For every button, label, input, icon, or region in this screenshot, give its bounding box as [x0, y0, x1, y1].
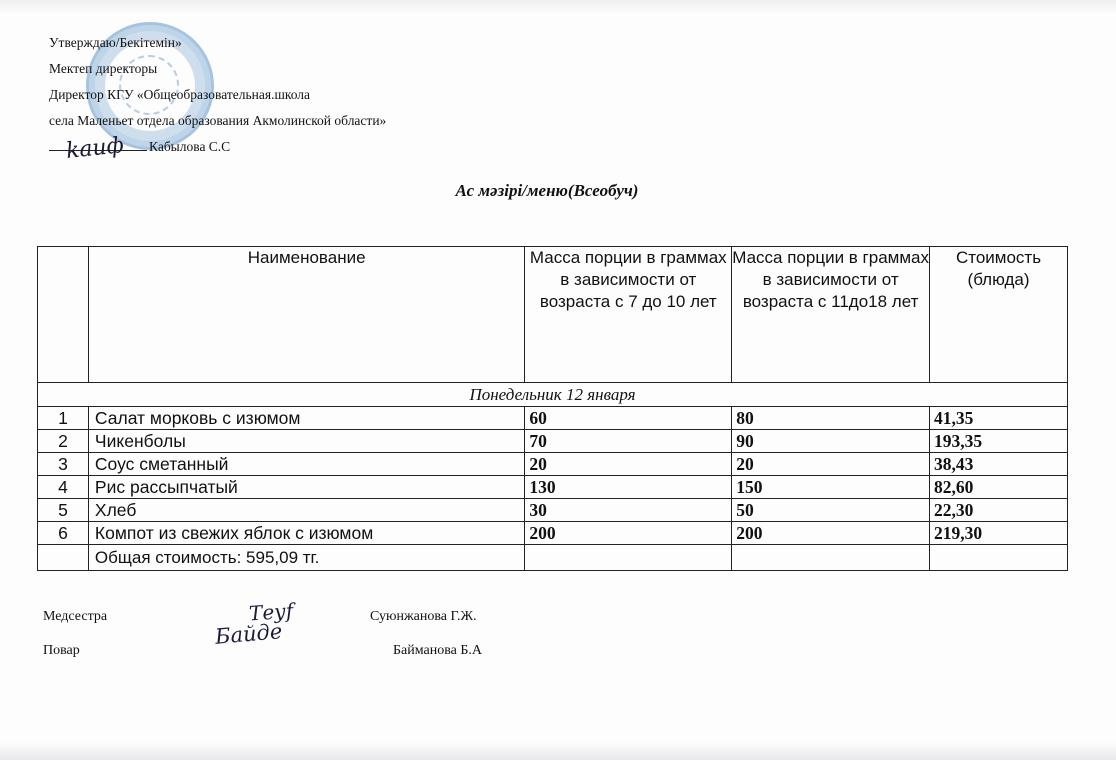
- total-empty-cell: [732, 545, 930, 571]
- row-num: 3: [38, 453, 89, 476]
- table-row: [38, 476, 1068, 499]
- approval-signatory: Кабылова С.С: [149, 139, 231, 154]
- total-empty-cell: [525, 545, 732, 571]
- nurse-name: Суюнжанова Г.Ж.: [370, 609, 477, 624]
- table-header-row: [38, 247, 1068, 383]
- row-mass-7-10: 60: [525, 407, 732, 430]
- row-mass-7-10: 20: [525, 453, 732, 476]
- row-mass-11-18: 90: [732, 430, 930, 453]
- table-row: [38, 430, 1068, 453]
- row-name: Соус сметанный: [88, 453, 524, 476]
- table-row: [38, 407, 1068, 430]
- document-title-text: Ас мәзірі/меню(Всеобуч): [455, 181, 639, 200]
- row-name: Салат морковь с изюмом: [88, 407, 524, 430]
- row-mass-11-18: 20: [732, 453, 930, 476]
- total-row: [38, 545, 1068, 571]
- row-name: Чикенболы: [88, 430, 524, 453]
- cook-signature: Байде: [214, 619, 284, 649]
- row-num: 6: [38, 522, 89, 545]
- row-mass-7-10: 200: [525, 522, 732, 545]
- approval-line-1: Утверждаю/Бекітемін»: [49, 35, 182, 50]
- approval-line-3: Директор КГУ «Общеобразовательная.школа: [49, 87, 311, 102]
- cook-name: Байманова Б.А: [393, 643, 483, 658]
- row-mass-11-18: 80: [732, 407, 930, 430]
- row-cost: 82,60: [930, 476, 1068, 499]
- row-name: Компот из свежих яблок с изюмом: [88, 522, 524, 545]
- row-cost: 38,43: [930, 453, 1068, 476]
- nurse-label: Медсестра: [43, 609, 108, 624]
- row-mass-7-10: 70: [525, 430, 732, 453]
- row-cost: 219,30: [930, 522, 1068, 545]
- row-num: 5: [38, 499, 89, 522]
- header-name: Наименование: [88, 247, 524, 383]
- row-cost: 22,30: [930, 499, 1068, 522]
- row-cost: 41,35: [930, 407, 1068, 430]
- document-title: [0, 181, 1116, 201]
- total-cost-label: Общая стоимость: 595,09 тг.: [88, 545, 524, 571]
- approval-line-2: Мектеп директоры: [49, 61, 158, 76]
- row-mass-11-18: 150: [732, 476, 930, 499]
- approval-line-4: села Маленьет отдела образования Акмолинской области»: [49, 113, 387, 128]
- header-num: [38, 247, 89, 383]
- total-num-cell: [38, 545, 89, 571]
- row-mass-11-18: 200: [732, 522, 930, 545]
- row-num: 2: [38, 430, 89, 453]
- row-cost: 193,35: [930, 430, 1068, 453]
- row-num: 1: [38, 407, 89, 430]
- scan-edge-top: [0, 0, 1116, 14]
- row-mass-11-18: 50: [732, 499, 930, 522]
- scan-edge-bottom: [0, 742, 1116, 760]
- total-empty-cell: [930, 545, 1068, 571]
- row-num: 4: [38, 476, 89, 499]
- nurse-signature: Тeуf: [248, 598, 294, 626]
- menu-table: [37, 246, 1068, 571]
- row-mass-7-10: 130: [525, 476, 732, 499]
- day-label: Понедельник 12 января: [38, 383, 1068, 407]
- header-mass-11-18: Масса порции в граммах в зависимости от возраста с 11до18 лет: [732, 247, 930, 383]
- day-row: [38, 383, 1068, 407]
- row-mass-7-10: 30: [525, 499, 732, 522]
- table-row: [38, 499, 1068, 522]
- table-row: [38, 522, 1068, 545]
- row-name: Рис рассыпчатый: [88, 476, 524, 499]
- row-name: Хлеб: [88, 499, 524, 522]
- cook-label: Повар: [43, 643, 80, 658]
- table-row: [38, 453, 1068, 476]
- header-mass-7-10: Масса порции в граммах в зависимости от возраста с 7 до 10 лет: [525, 247, 732, 383]
- director-signature: kaиф: [64, 133, 125, 164]
- header-cost: Стоимость (блюда): [930, 247, 1068, 383]
